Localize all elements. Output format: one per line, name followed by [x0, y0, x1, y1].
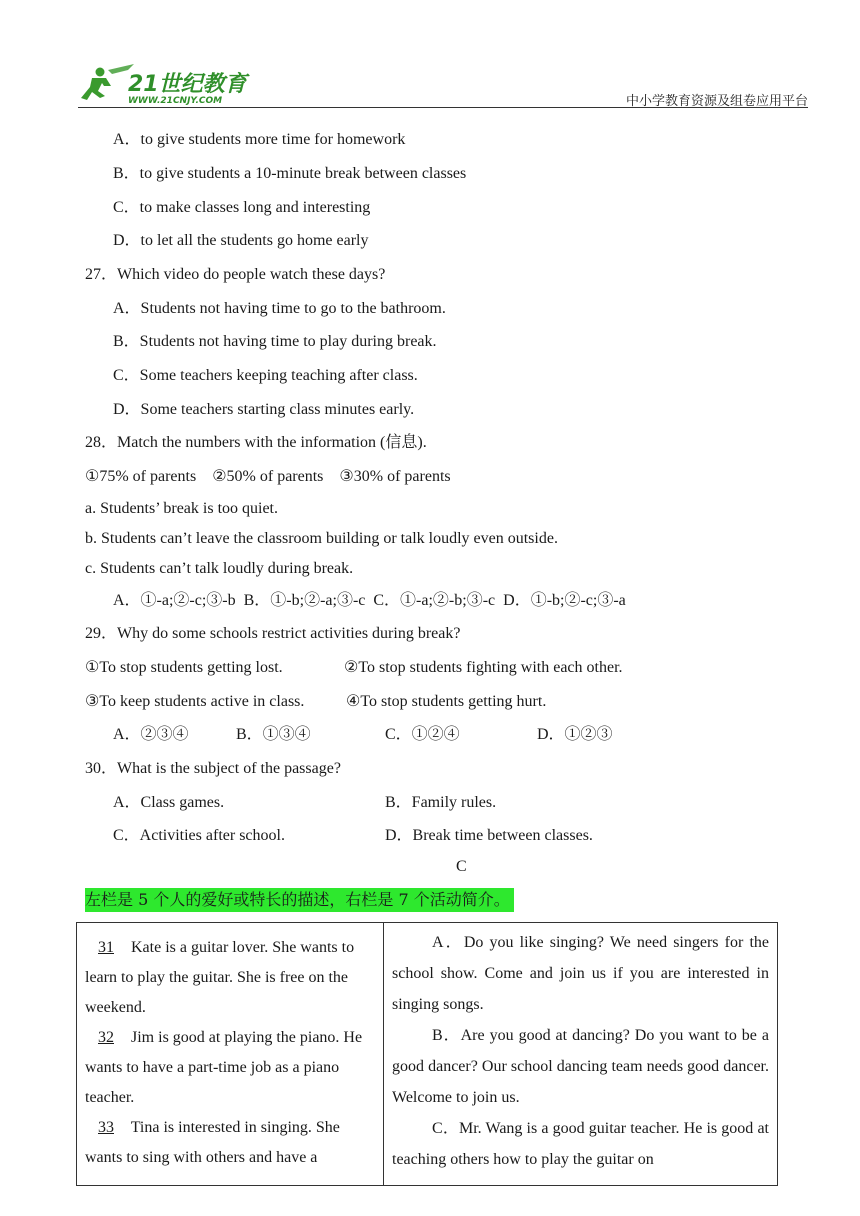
q27-option-b: B．Students not having time to play during break. — [113, 333, 437, 350]
q29-option-b: B．①③④ — [236, 726, 311, 743]
header-platform-name: 中小学教育资源及组卷应用平台 — [625, 94, 808, 109]
table-divider — [383, 923, 384, 1185]
q29-item-3: ③To keep students active in class. — [85, 693, 305, 710]
section-instruction: 左栏是 5 个人的爱好或特长的描述，右栏是 7 个活动简介。 — [85, 888, 514, 912]
q29-option-a: A．②③④ — [113, 726, 189, 743]
left-item-text: Tina is interested in singing. She wants to sing with others and have a — [85, 1119, 340, 1166]
q29-item-4: ④To stop students getting hurt. — [346, 693, 547, 710]
answer-blank-33[interactable]: 33 — [98, 1119, 114, 1136]
q30-question: 30．What is the subject of the passage? — [85, 760, 341, 777]
left-item-33 — [85, 1113, 375, 1173]
q29-question: 29．Why do some schools restrict activities during break? — [85, 625, 461, 642]
answer-blank-31[interactable]: 31 — [98, 939, 114, 956]
q27-option-d: D．Some teachers starting class minutes early. — [113, 401, 415, 418]
q30-option-b: B．Family rules. — [385, 794, 497, 811]
q28-info-c: c. Students can’t talk loudly during break. — [85, 560, 354, 577]
q28-info-a: a. Students’ break is too quiet. — [85, 500, 278, 517]
q26-option-b: B．to give students a 10-minute break between classes — [113, 165, 467, 182]
q27-option-c: C．Some teachers keeping teaching after class. — [113, 367, 418, 384]
logo-text: 21世纪教育 — [128, 72, 247, 97]
q26-option-d: D．to let all the students go home early — [113, 232, 369, 249]
section-letter: C — [456, 858, 467, 875]
q29-item-2: ②To stop students fighting with each other. — [344, 659, 623, 676]
answer-blank-32[interactable]: 32 — [98, 1029, 114, 1046]
q27-question: 27．Which video do people watch these days? — [85, 266, 386, 283]
q30-option-d: D．Break time between classes. — [385, 827, 593, 844]
q26-option-a: A．to give students more time for homework — [113, 131, 406, 148]
21cnjy-logo — [78, 62, 258, 106]
right-item-c: C．Mr. Wang is a good guitar teacher. He is good at teaching others how to play the guitar on — [392, 1120, 769, 1168]
q26-option-c: C．to make classes long and interesting — [113, 199, 371, 216]
left-item-32 — [85, 1023, 375, 1113]
page-header — [78, 58, 808, 110]
q29-option-d: D．①②③ — [537, 726, 613, 743]
header-divider — [78, 107, 808, 108]
q27-option-a: A．Students not having time to go to the bathroom. — [113, 300, 446, 317]
left-item-text: Jim is good at playing the piano. He wants to have a part-time job as a piano teacher. — [85, 1029, 363, 1106]
q28-info-b: b. Students can’t leave the classroom building or talk loudly even outside. — [85, 530, 558, 547]
q29-item-1: ①To stop students getting lost. — [85, 659, 283, 676]
left-item-31 — [85, 933, 375, 1023]
logo-url: WWW.21CNJY.COM — [128, 96, 223, 106]
q29-option-c: C．①②④ — [385, 726, 460, 743]
q28-question: 28．Match the numbers with the information (信息). — [85, 434, 427, 451]
q30-option-a: A．Class games. — [113, 794, 225, 811]
right-column — [392, 927, 769, 1175]
matching-table — [76, 922, 778, 1186]
q28-options: A．①-a;②-c;③-b B．①-b;②-a;③-c C．①-a;②-b;③-c D．①-b;②-c;③-a — [113, 592, 626, 609]
q30-option-c: C．Activities after school. — [113, 827, 285, 844]
right-item-b: B．Are you good at dancing? Do you want to be a good dancer? Our school dancing team needs good dancer. Welcome to join us. — [392, 1027, 769, 1106]
right-item-a: A．Do you like singing? We need singers for the school show. Come and join us if you are interested in singing songs. — [392, 934, 769, 1013]
q28-numbers: ①75% of parents ②50% of parents ③30% of parents — [85, 468, 451, 485]
left-item-text: Kate is a guitar lover. She wants to learn to play the guitar. She is free on the weekend. — [85, 939, 355, 1016]
left-column — [85, 933, 375, 1173]
